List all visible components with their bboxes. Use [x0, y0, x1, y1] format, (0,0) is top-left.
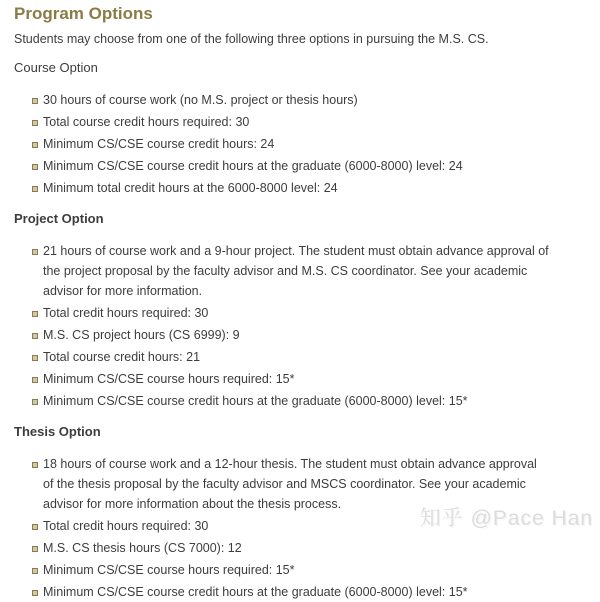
bullet-item	[43, 325, 549, 345]
bullet-item	[43, 156, 549, 176]
bullet-item	[43, 560, 549, 580]
square-bullet-icon	[32, 524, 38, 530]
bullet-text: Minimum CS/CSE course credit hours at the graduate (6000-8000) level: 24	[43, 159, 463, 173]
bullet-text: Minimum total credit hours at the 6000-8000 level: 24	[43, 181, 338, 195]
bullet-item	[43, 303, 549, 323]
bullet-text: 18 hours of course work and a 12-hour thesis. The student must obtain advance approval of the thesis proposal by the faculty advisor and MSCS coordinator. See your academic advisor for more information about the thesis process.	[43, 457, 537, 511]
bullet-item	[43, 347, 549, 367]
page-title: Program Options	[14, 4, 153, 23]
section-heading: Course Option	[14, 60, 98, 75]
intro-text: Students may choose from one of the following three options in pursuing the M.S. CS.	[14, 32, 489, 46]
square-bullet-icon	[32, 311, 38, 317]
bullet-text: Minimum CS/CSE course credit hours: 24	[43, 137, 275, 151]
bullet-list	[14, 454, 554, 602]
square-bullet-icon	[32, 164, 38, 170]
bullet-item	[43, 538, 549, 558]
bullet-text: Minimum CS/CSE course hours required: 15*	[43, 372, 295, 386]
square-bullet-icon	[32, 462, 38, 468]
bullet-text: Total credit hours required: 30	[43, 306, 209, 320]
bullet-text: Minimum CS/CSE course credit hours at the graduate (6000-8000) level: 15*	[43, 394, 468, 408]
watermark: 知乎 @Pace Han	[419, 507, 593, 530]
bullet-item	[43, 112, 549, 132]
square-bullet-icon	[32, 98, 38, 104]
square-bullet-icon	[32, 186, 38, 192]
bullet-item	[43, 134, 549, 154]
bullet-item	[43, 369, 549, 389]
square-bullet-icon	[32, 377, 38, 383]
bullet-item	[43, 90, 549, 110]
bullet-item	[43, 516, 549, 536]
square-bullet-icon	[32, 355, 38, 361]
bullet-text: M.S. CS thesis hours (CS 7000): 12	[43, 541, 242, 555]
bullet-item	[43, 582, 549, 602]
square-bullet-icon	[32, 249, 38, 255]
sections-container	[14, 60, 554, 602]
square-bullet-icon	[32, 590, 38, 596]
bullet-text: Total credit hours required: 30	[43, 519, 209, 533]
square-bullet-icon	[32, 120, 38, 126]
bullet-text: M.S. CS project hours (CS 6999): 9	[43, 328, 240, 342]
bullet-list	[14, 241, 554, 411]
bullet-text: 30 hours of course work (no M.S. project or thesis hours)	[43, 93, 358, 107]
bullet-item	[43, 241, 549, 301]
bullet-text: Total course credit hours: 21	[43, 350, 201, 364]
program-option-section	[14, 424, 554, 602]
square-bullet-icon	[32, 333, 38, 339]
bullet-list	[14, 90, 554, 198]
square-bullet-icon	[32, 546, 38, 552]
square-bullet-icon	[32, 568, 38, 574]
bullet-item	[43, 391, 549, 411]
bullet-item	[43, 454, 549, 514]
bullet-item	[43, 178, 549, 198]
program-option-section	[14, 60, 554, 198]
section-heading: Thesis Option	[14, 424, 101, 439]
square-bullet-icon	[32, 142, 38, 148]
program-option-section	[14, 211, 554, 411]
bullet-text: Total course credit hours required: 30	[43, 115, 250, 129]
bullet-text: Minimum CS/CSE course hours required: 15*	[43, 563, 295, 577]
bullet-text: 21 hours of course work and a 9-hour project. The student must obtain advance approval of the project proposal by the faculty advisor and M.S. CS coordinator. See your academic advisor for more information.	[43, 244, 549, 298]
section-heading: Project Option	[14, 211, 104, 226]
bullet-text: Minimum CS/CSE course credit hours at the graduate (6000-8000) level: 15*	[43, 585, 468, 599]
square-bullet-icon	[32, 399, 38, 405]
